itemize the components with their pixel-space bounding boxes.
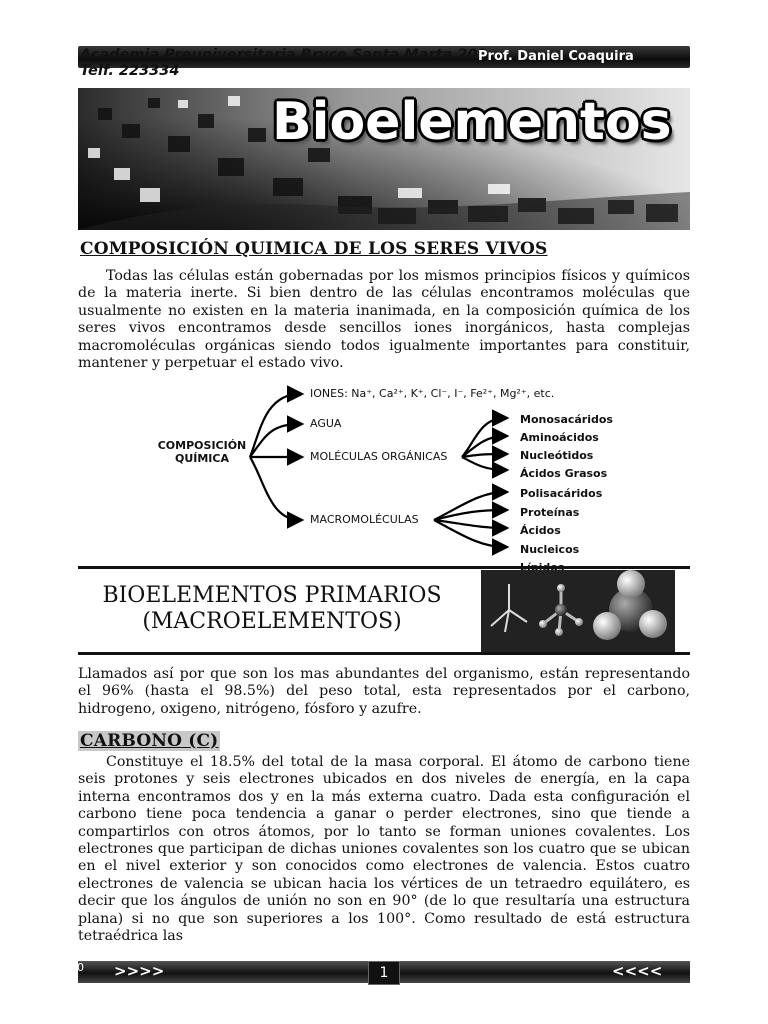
section-title-primary-bioelements	[82, 583, 462, 635]
macro-list	[520, 485, 620, 578]
composition-paragraph: Todas las células están gobernadas por los mismos principios físicos y químicos de la materia inerte. Si bien dentro de las células encontramos moléculas que usualmente no existen en la materia inanimada, en la composición química de los seres vivos encontramos desde sencillos iones inorgánicos, hasta complejas macromoléculas orgánicas siendo todos igualmente importantes para constituir, mantener y perpetuar el estado vivo.	[78, 268, 690, 372]
molecule-image	[481, 570, 675, 652]
section-rule-bottom	[78, 652, 690, 655]
footer-right-arrows: <<<<	[612, 962, 663, 980]
organic-item: Aminoácidos	[520, 431, 599, 444]
organic-list	[520, 411, 613, 483]
primary-title-line1: BIOELEMENTOS PRIMARIOS	[102, 583, 442, 608]
footer-left-arrows: >>>>	[114, 962, 165, 980]
organic-item: Monosacáridos	[520, 413, 613, 426]
diagram-root	[154, 439, 250, 465]
molecule-models-graphic	[481, 570, 675, 652]
diagram-root-line1: COMPOSICIÓN	[157, 439, 247, 452]
organic-item: Nucleótidos	[520, 449, 594, 462]
section-title-composition: COMPOSICIÓN QUIMICA DE LOS SERES VIVOS	[80, 239, 548, 259]
page-number: 1	[368, 961, 400, 985]
diagram-macro: MACROMOLÉCULAS	[310, 513, 419, 526]
footer-corner-mark: 0	[77, 961, 84, 974]
section-title-carbon: CARBONO (C)	[80, 731, 219, 751]
organic-item: Ácidos Grasos	[520, 467, 608, 480]
diagram-root-line2: QUÍMICA	[174, 452, 229, 465]
macro-item: Proteínas	[520, 505, 580, 519]
primary-title-line2: (MACROELEMENTOS)	[142, 609, 402, 634]
macro-item: Ácidos Nucleicos	[520, 524, 580, 556]
banner-title: Bioelementos	[272, 92, 672, 152]
section-rule-top	[78, 566, 690, 569]
carbon-paragraph: Constituye el 18.5% del total de la masa corporal. El átomo de carbono tiene seis protones y seis electrones ubicados en dos niveles de energía, en la capa interna encontramos dos y en la más externa cuatro. Dada esta configuración el carbono tiene poca tendencia a ganar o perder electrones, sino que tiende a compartirlos con otros átomos, por lo tanto se forman uniones covalentes. Los electrones que participan de dichas uniones covalentes son los cuatro que se ubican en el nivel exterior y son conocidos como electrones de valencia. Estos cuatro electrones de valencia se ubican hacia los vértices de un tetraedro equilátero, es decir que los ángulos de unión no son en 90° (de lo que resultaría una estructura plana) si no que son superiores a los 100°. Como resultado de está estructura tetraédrica las	[78, 754, 690, 945]
macro-item: Polisacáridos	[520, 487, 603, 500]
diagram-water: AGUA	[310, 417, 342, 430]
primary-bioelements-paragraph: Llamados así por que son los mas abundantes del organismo, están representando el 96% (hasta el 98.5%) del peso total, esta representados por el carbono, hidrogeno, oxigeno, nitrógeno, fósforo y azufre.	[78, 666, 690, 717]
diagram-organic: MOLÉCULAS ORGÁNICAS	[310, 450, 448, 463]
header-academy-text: Academia Preuniversitaria Bryce Santa Marta 209 Telf. 223334	[80, 47, 488, 79]
composition-diagram	[150, 382, 620, 562]
header-author-text: Prof. Daniel Coaquira	[478, 49, 634, 64]
diagram-ions: IONES: Na⁺, Ca²⁺, K⁺, Cl⁻, I⁻, Fe²⁺, Mg²⁺, etc.	[310, 387, 555, 400]
